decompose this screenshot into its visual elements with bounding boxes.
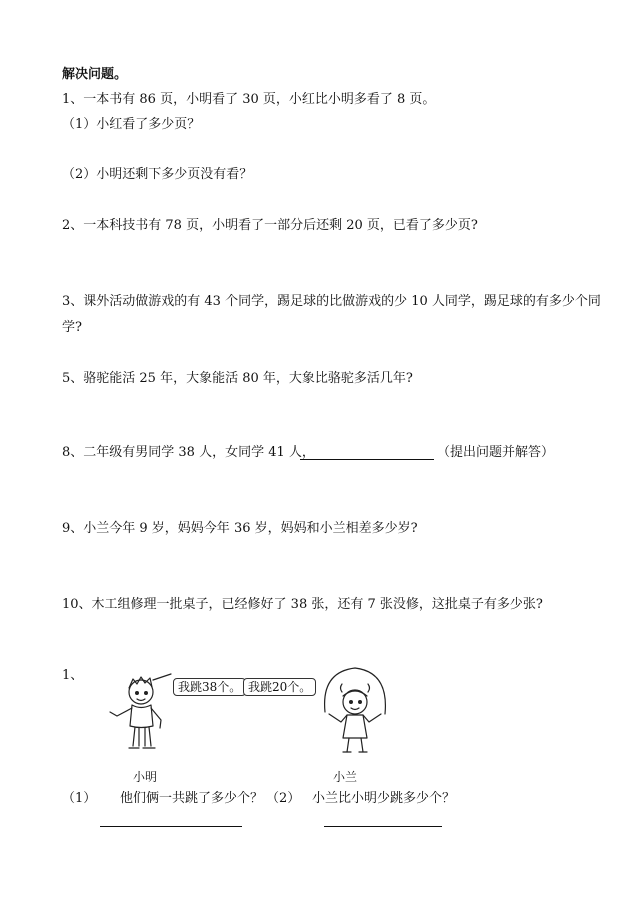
question-1-sub-2: （2）小明还剩下多少页没有看？ — [62, 167, 253, 182]
picture-sub-1-number: （1） — [62, 791, 97, 806]
question-5: 5、骆驼能活 25 年，大象能活 80 年，大象比骆驼多活几年? — [62, 371, 413, 386]
section-title: 解决问题。 — [62, 67, 128, 82]
picture-sub-1-answer-blank[interactable] — [100, 826, 242, 827]
picture-sub-2-answer-blank[interactable] — [324, 826, 442, 827]
picture-sub-2-number: （2） — [266, 791, 301, 806]
question-3-line-2: 学? — [62, 320, 82, 335]
girl-name-label: 小兰 — [333, 770, 358, 784]
question-8: 8、二年级有男同学 38 人，女同学 41 人， — [62, 445, 315, 460]
picture-sub-2-text: 小兰比小明少跳多少个？ — [312, 791, 456, 806]
question-8-suffix: （提出问题并解答） — [437, 445, 555, 460]
boy-name-label: 小明 — [133, 770, 158, 784]
question-3-line-1: 3、课外活动做游戏的有 43 个同学，踢足球的比做游戏的少 10 人同学，踢足球的有多少个同 — [62, 294, 601, 309]
girl-illustration — [315, 662, 395, 762]
question-9: 9、小兰今年 9 岁，妈妈今年 36 岁，妈妈和小兰相差多少岁? — [62, 521, 418, 536]
picture-question-number: 1、 — [62, 668, 84, 683]
picture-sub-1-text: 他们俩一共跳了多少个？ — [120, 791, 264, 806]
question-1-sub-1: （1）小红看了多少页？ — [62, 117, 201, 132]
question-8-answer-blank[interactable] — [300, 459, 434, 460]
boy-speech-bubble: 我跳38个。 — [173, 678, 246, 696]
boy-illustration — [105, 670, 185, 760]
question-10: 10、木工组修理一批桌子，已经修好了 38 张，还有 7 张没修，这批桌子有多少张? — [62, 597, 543, 612]
question-1-stem: 1、一本书有 86 页，小明看了 30 页，小红比小明多看了 8 页。 — [62, 92, 436, 107]
question-2: 2、一本科技书有 78 页，小明看了一部分后还剩 20 页，已看了多少页? — [62, 218, 478, 233]
girl-speech-bubble: 我跳20个。 — [243, 678, 316, 696]
